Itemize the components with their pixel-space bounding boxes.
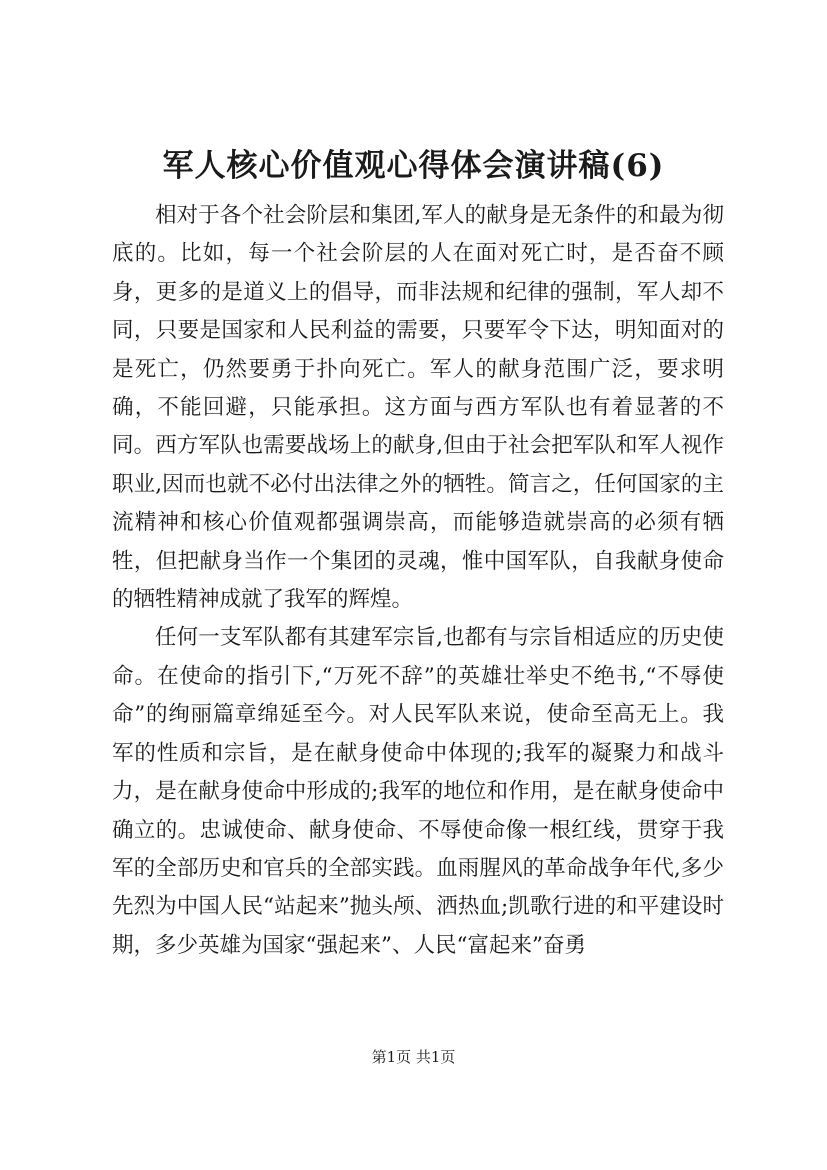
document-body <box>112 197 724 965</box>
paragraph-1: 相对于各个社会阶层和集团,军人的献身是无条件的和最为彻底的。比如，每一个社会阶层的人在面对死亡时，是否奋不顾身，更多的是道义上的倡导，而非法规和纪律的强制，军人却不同，只要是国家和人民利益的需要，只要军令下达，明知面对的是死亡，仍然要勇于扑向死亡。军人的献身范围广泛，要求明确，不能回避，只能承担。这方面与西方军队也有着显著的不同。西方军队也需要战场上的献身,但由于社会把军队和军人视作职业,因而也就不必付出法律之外的牺牲。简言之，任何国家的主流精神和核心价值观都强调崇高，而能够造就崇高的必须有牺牲，但把献身当作一个集团的灵魂，惟中国军队，自我献身使命的牺牲精神成就了我军的辉煌。 <box>112 203 724 613</box>
page-footer: 第1页 共1页 <box>371 1048 456 1066</box>
document-title: 军人核心价值观心得体会演讲稿(6) <box>162 148 665 184</box>
paragraph-2: 任何一支军队都有其建军宗旨,也都有与宗旨相适应的历史使命。在使命的指引下,“万死不辞”的英雄壮举史不绝书,“不辱使命”的绚丽篇章绵延至今。对人民军队来说，使命至高无上。我军的性质和宗旨，是在献身使命中体现的;我军的凝聚力和战斗力，是在献身使命中形成的;我军的地位和作用，是在献身使命中确立的。忠诚使命、献身使命、不辱使命像一根红线，贯穿于我军的全部历史和官兵的全部实践。血雨腥风的革命战争年代,多少先烈为中国人民“站起来”抛头颅、洒热血;凯歌行进的和平建设时期，多少英雄为国家“强起来”、人民“富起来”奋勇 <box>112 625 724 958</box>
